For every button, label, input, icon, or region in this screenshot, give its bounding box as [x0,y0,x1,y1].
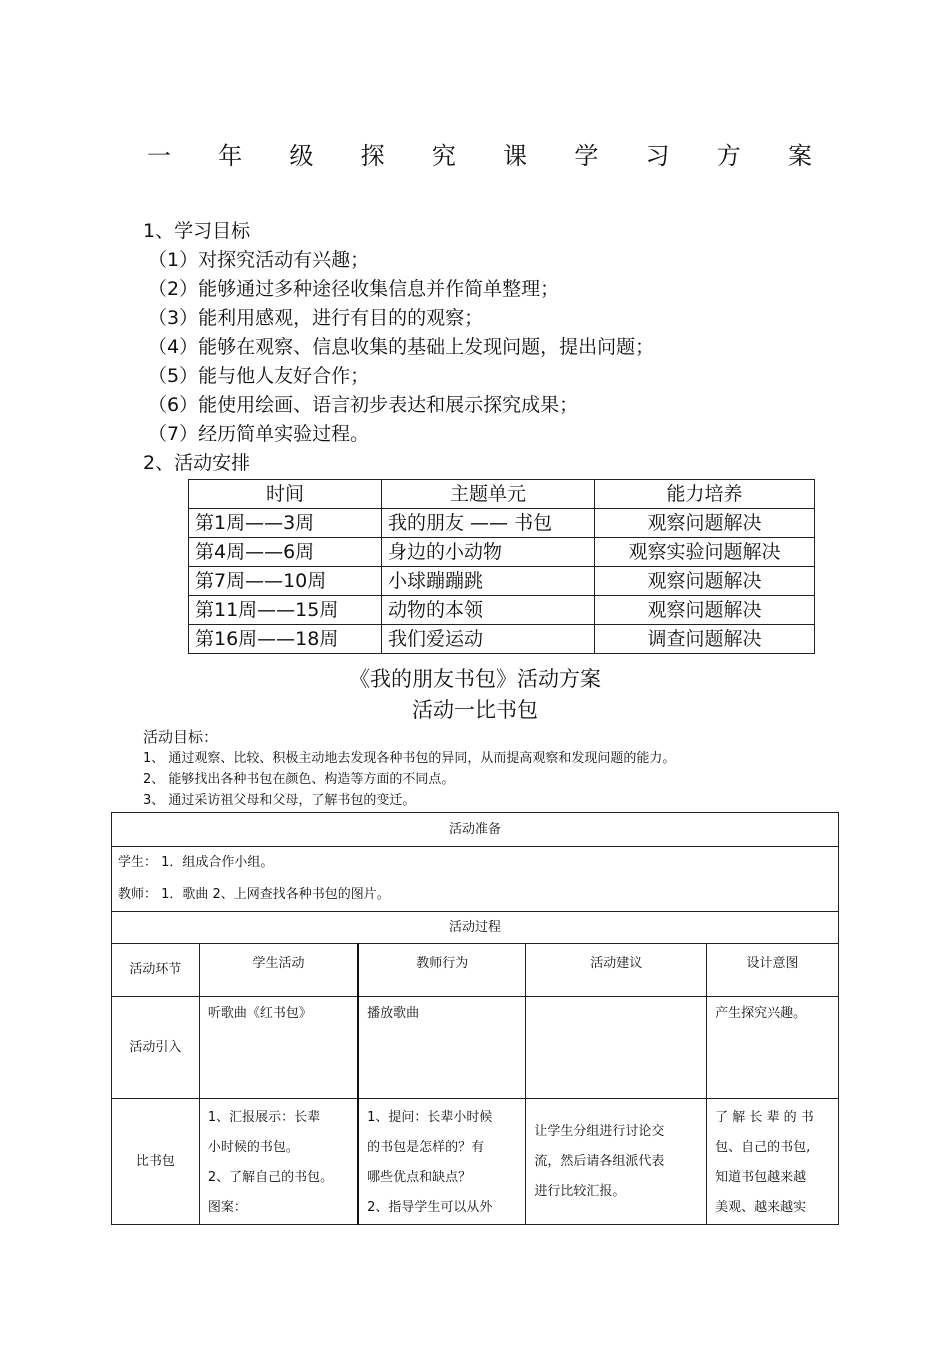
title-char: 年 [218,142,243,170]
ability-cell: 观察问题解决 [595,567,815,596]
cell-line: 2、指导学生可以从外 [367,1200,493,1215]
cell-line: 哪些优点和缺点？ [367,1170,472,1185]
title-char: 级 [289,142,314,170]
table-row [189,509,815,538]
title-char: 探 [360,142,385,170]
theme-cell: 我们爱运动 [382,625,595,654]
cell-line: 1、汇报展示：长辈 [207,1110,321,1125]
cell-line: 知道书包越来越 [715,1170,807,1185]
student-prep: 学生： 1．组成合作小组。 [118,855,274,870]
title-char: 学 [574,142,599,170]
theme-cell: 动物的本领 [382,596,595,625]
time-cell: 第16周——18周 [189,625,382,654]
plan-subtitle: 活动一比书包 [412,698,538,722]
suggestion-cell [526,1099,707,1225]
ability-cell: 观察实验问题解决 [595,538,815,567]
theme-cell: 小球蹦蹦跳 [382,567,595,596]
theme-cell: 身边的小动物 [382,538,595,567]
aim-item: 2、 能够找出各种书包在颜色、构造等方面的不同点。 [143,772,455,787]
cell-line: 包、自己的书包, [715,1140,811,1155]
table-header-row [189,480,815,509]
stage-cell: 活动引入 [112,997,200,1099]
activity-table [111,812,839,1225]
teacher-cell: 播放歌曲 [358,997,526,1099]
ability-cell: 观察问题解决 [595,509,815,538]
cell-line: 进行比较汇报。 [534,1184,626,1199]
time-cell: 第7周——10周 [189,567,382,596]
intent-cell: 产生探究兴趣。 [707,997,839,1099]
col-header-theme: 主题单元 [382,480,595,509]
prep-title: 活动准备 [112,813,839,847]
aim-item: 1、 通过观察、比较、积极主动地去发现各种书包的异同，从而提高观察和发现问题的能力。 [143,751,676,766]
table-row [189,596,815,625]
col-header-stage: 活动环节 [112,944,200,997]
cell-line: 流，然后请各组派代表 [534,1154,665,1169]
schedule-table [188,479,815,654]
col-header-intent: 设计意图 [707,944,839,997]
teacher-prep: 教师： 1．歌曲 2、上网查找各种书包的图片。 [118,887,390,902]
student-cell: 听歌曲《红书包》 [199,997,358,1099]
suggestion-cell [526,997,707,1099]
ability-cell: 调查问题解决 [595,625,815,654]
title-char: 一 [147,142,171,170]
time-cell: 第4周——6周 [189,538,382,567]
col-header-student: 学生活动 [199,944,358,997]
time-cell: 第11周——15周 [189,596,382,625]
ability-cell: 观察问题解决 [595,596,815,625]
section2-heading: 2、活动安排 [143,452,251,474]
cell-line: 图案： [207,1200,247,1215]
theme-cell: 我的朋友 —— 书包 [382,509,595,538]
plan-title: 《我的朋友书包》活动方案 [349,667,601,691]
aim-item: 3、 通过采访祖父母和父母，了解书包的变迁。 [143,793,416,808]
table-row [189,567,815,596]
objective-item: （3）能利用感观，进行有目的的观察； [148,307,484,329]
col-header-suggestion: 活动建议 [526,944,707,997]
student-cell [199,1099,358,1225]
table-row [189,538,815,567]
aims-heading: 活动目标： [143,728,219,746]
title-char: 究 [431,142,456,170]
objective-item: （6）能使用绘画、语言初步表达和展示探究成果； [148,394,579,416]
cell-line: 的书包是怎样的？有 [367,1140,485,1155]
cell-line: 了 解 长 辈 的 书 [715,1110,814,1125]
table-row [112,1099,839,1225]
time-cell: 第1周——3周 [189,509,382,538]
section1-heading: 1、学习目标 [143,220,251,242]
title-char: 课 [503,142,528,170]
stage-cell: 比书包 [112,1099,200,1225]
cell-line: 美观、越来越实 [715,1200,807,1215]
objective-item: （2）能够通过多种途径收集信息并作简单整理； [148,278,560,300]
col-header-time: 时间 [189,480,382,509]
objective-item: （4）能够在观察、信息收集的基础上发现问题，提出问题； [148,336,655,358]
table-row [112,997,839,1099]
prep-content [112,847,839,912]
page-title [147,138,812,174]
title-char: 方 [716,142,741,170]
table-row [189,625,815,654]
col-header-ability: 能力培养 [595,480,815,509]
objective-item: （5）能与他人友好合作； [148,365,370,387]
title-char: 案 [787,142,812,170]
col-header-teacher: 教师行为 [358,944,526,997]
cell-line: 小时候的书包。 [207,1140,299,1155]
cell-line: 2、了解自己的书包。 [207,1170,334,1185]
teacher-cell [358,1099,526,1225]
intent-cell [707,1099,839,1225]
cell-line: 1、提问：长辈小时候 [367,1110,493,1125]
process-title: 活动过程 [112,912,839,944]
title-char: 习 [645,142,670,170]
cell-line: 让学生分组进行讨论交 [534,1124,665,1139]
objective-item: （1）对探究活动有兴趣； [148,249,370,271]
objective-item: （7）经历简单实验过程。 [148,423,370,445]
